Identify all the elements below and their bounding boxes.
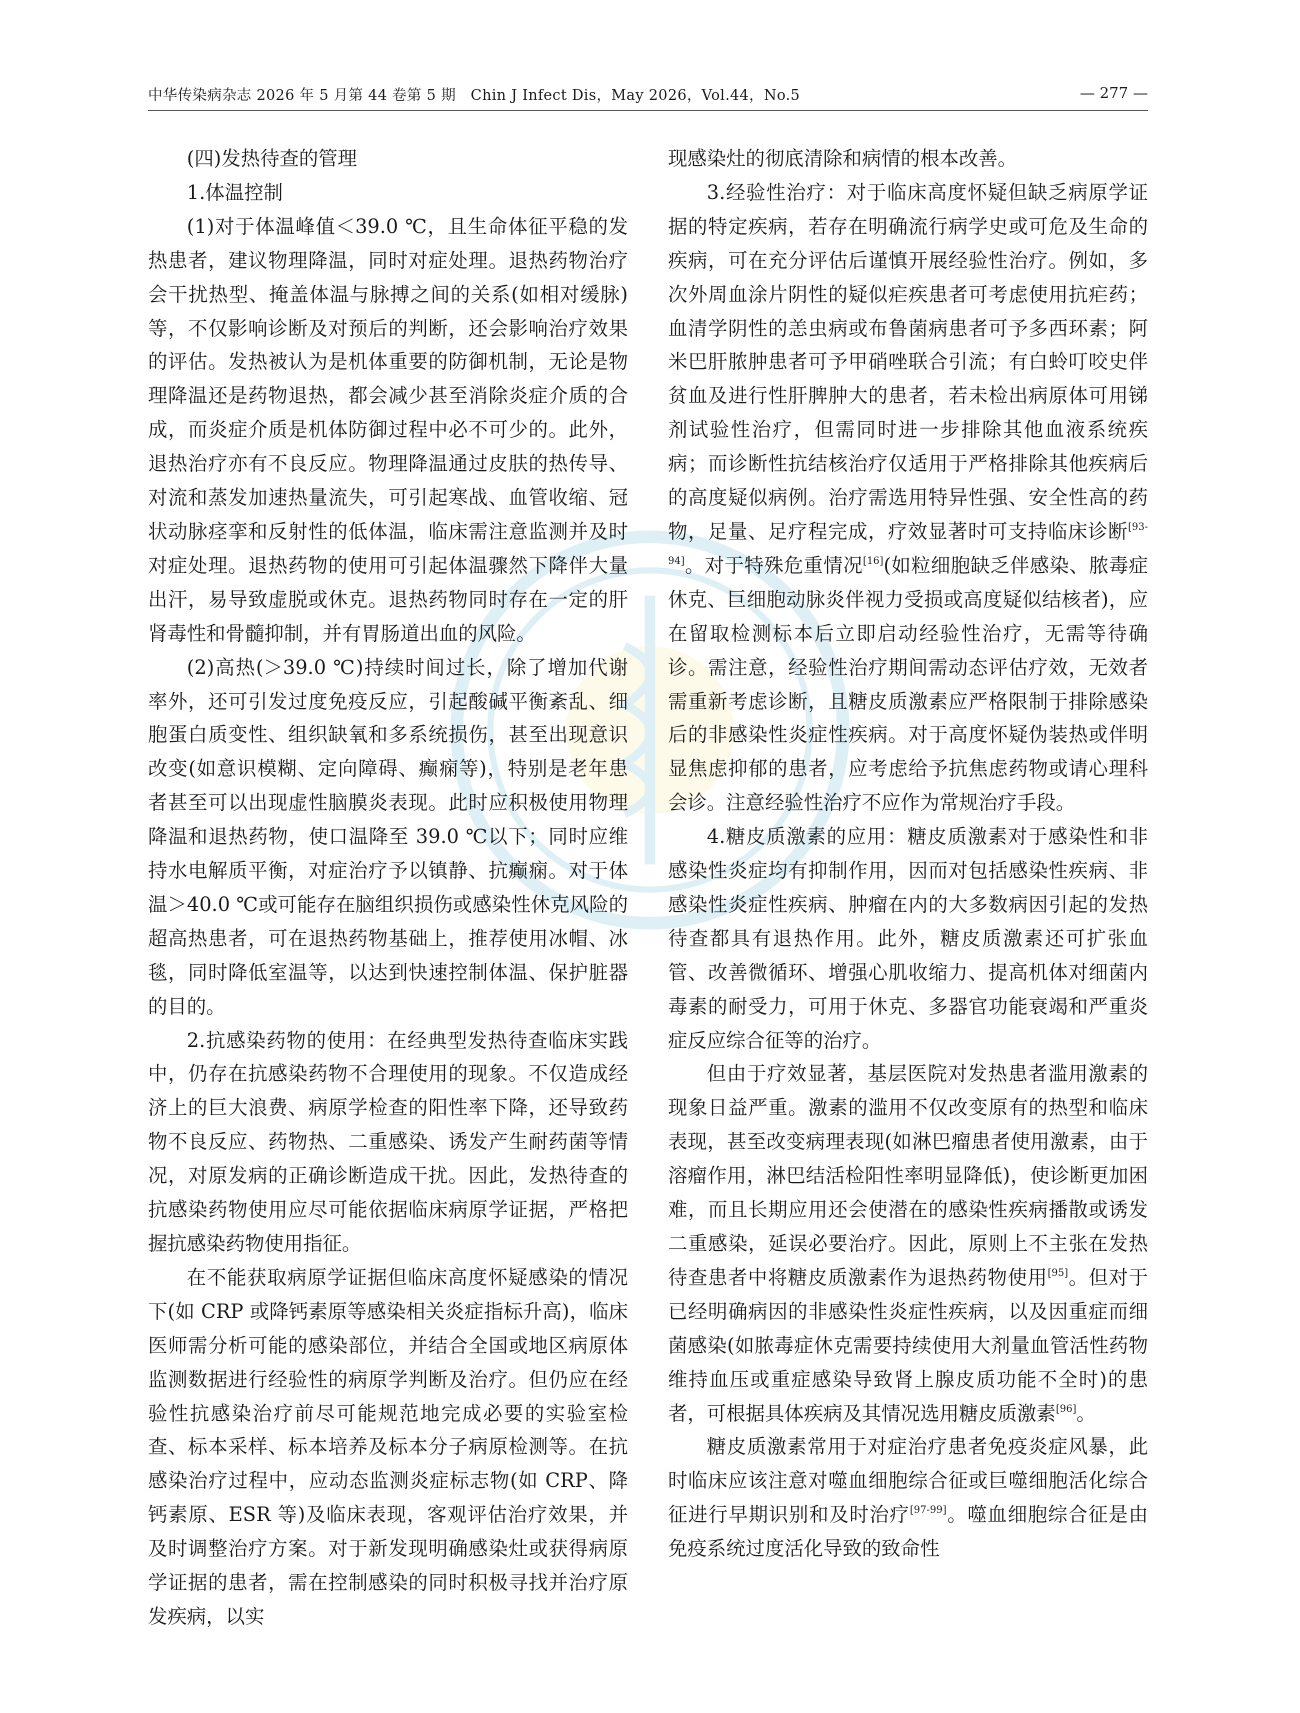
citation-ref: [93-94]	[668, 521, 1148, 567]
journal-citation-line: 中华传染病杂志 2026 年 5 月第 44 卷第 5 期 Chin J Infect Dis，May 2026，Vol.44，No.5	[148, 88, 801, 104]
paragraph: 在不能获取病原学证据但临床高度怀疑感染的情况下(如 CRP 或降钙素原等感染相关炎症指标升高)，临床医师需分析可能的感染部位，并结合全国或地区病原体监测数据进行经验性的病原学判断及治疗。但仍应在经验性抗感染治疗前尽可能规范地完成必要的实验室检查、标本采样、标本培养及标本分子病原检测等。在抗感染治疗过程中，应动态监测炎症标志物(如 CRP、降钙素原、ESR 等)及临床表现，客观评估治疗效果，并及时调整治疗方案。对于新发现明确感染灶或获得病原学证据的患者，需在控制感染的同时积极寻找并治疗原发疾病，以实	[148, 1265, 628, 1628]
paragraph: 2.抗感染药物的使用：在经典型发热待查临床实践中，仍存在抗感染药物不合理使用的现象。不仅造成经济上的巨大浪费、病原学检查的阳性率下降，还导致药物不良反应、药物热、二重感染、诱发产生耐药菌等情况，对原发病的正确诊断造成干扰。因此，发热待查的抗感染药物使用应尽可能依据临床病原学证据，严格把握抗感染药物使用指征。	[148, 1028, 628, 1255]
citation-ref: [97-99]	[909, 1505, 947, 1517]
section-heading: (四)发热待查的管理	[186, 147, 358, 170]
paragraph: (2)高热(＞39.0 ℃)持续时间过长，除了增加代谢率外，还可引发过度免疫反应，引起酸碱平衡紊乱、细胞蛋白质变性、组织缺氧和多系统损伤，甚至出现意识改变(如意识模糊、定向障碍、癫痫等)，特别是老年患者甚至可以出现虚性脑膜炎表现。此时应积极使用物理降温和退热药物，使口温降至 39.0 ℃以下；同时应维持水电解质平衡，对症治疗予以镇静、抗癫痫。对于体温＞40.0 ℃或可能存在脑组织损伤或感染性休克风险的超高热患者，可在退热药物基础上，推荐使用冰帽、冰毯，同时降低室温等，以达到快速控制体温、保护脏器的目的。	[148, 655, 628, 1018]
paragraph: 4.糖皮质激素的应用：糖皮质激素对于感染性和非感染性炎症均有抑制作用，因而对包括感染性疾病、非感染性炎症性疾病、肿瘤在内的大多数病因引起的发热待查都具有退热作用。此外，糖皮质激素还可扩张血管、改善微循环、增强心肌收缩力、提高机体对细菌内毒素的耐受力，可用于休克、多器官功能衰竭和严重炎症反应综合征等的治疗。	[668, 825, 1148, 1052]
citation-ref: [95]	[1047, 1267, 1069, 1279]
paragraph: (1)对于体温峰值＜39.0 ℃，且生命体征平稳的发热患者，建议物理降温，同时对症处理。退热药物治疗会干扰热型、掩盖体温与脉搏之间的关系(如相对缓脉)等，不仅影响诊断及对预后的判断，还会影响治疗效果的评估。发热被认为是机体重要的防御机制，无论是物理降温还是药物退热，都会减少甚至消除炎症介质的合成，而炎症介质是机体防御过程中必不可少的。此外，退热治疗亦有不良反应。物理降温通过皮肤的热传导、对流和蒸发加速热量流失，可引起寒战、血管收缩、冠状动脉痉挛和反射性的低体温，临床需注意监测并及时对症处理。退热药物的使用可引起体温骤然下降伴大量出汗，易导致虚脱或休克。退热药物同时存在一定的肝肾毒性和骨髓抑制，并有胃肠道出血的风险。	[148, 214, 628, 645]
paragraph: 糖皮质激素常用于对症治疗患者免疫炎症风暴，此时临床应该注意对噬血细胞综合征或巨噬细胞活化综合征进行早期识别和及时治疗[97-99]。噬血细胞综合征是由免疫系统过度活化导致的致命性	[668, 1435, 1149, 1561]
running-header	[148, 84, 1148, 110]
left-column	[148, 142, 628, 1634]
paragraph: 但由于疗效显著，基层医院对发热患者滥用激素的现象日益严重。激素的滥用不仅改变原有的热型和临床表现，甚至改变病理表现(如淋巴瘤患者使用激素，由于溶瘤作用，淋巴结活检阳性率明显降低)，使诊断更加困难，而且长期应用还会使潜在的感染性疾病播散或诱发二重感染，延误必要治疗。因此，原则上不主张在发热待查患者中将糖皮质激素作为退热药物使用[95]。但对于已经明确病因的非感染性炎症性疾病，以及因重症而细菌感染(如脓毒症休克需要持续使用大剂量血管活性药物维持血压或重症感染导致肾上腺皮质功能不全时)的患者，可根据具体疾病及其情况选用糖皮质激素[96]。	[668, 1062, 1149, 1425]
subsection-heading: 1.体温控制	[186, 180, 283, 204]
page-number: — 277 —	[1079, 84, 1148, 102]
paragraph: 3.经验性治疗：对于临床高度怀疑但缺乏病原学证据的特定疾病，若存在明确流行病学史或可危及生命的疾病，可在充分评估后谨慎开展经验性治疗。例如，多次外周血涂片阴性的疑似疟疾患者可考虑使用抗疟药；血清学阴性的恙虫病或布鲁菌病患者可予多西环素；阿米巴肝脓肿患者可予甲硝唑联合引流；有白蛉叮咬史伴贫血及进行性肝脾肿大的患者，若未检出病原体可用锑剂试验性治疗，但需同时进一步排除其他血液系统疾病；而诊断性抗结核治疗仅适用于严格排除其他疾病后的高度疑似病例。治疗需选用特异性强、安全性高的药物，足量、足疗程完成，疗效显著时可支持临床诊断[93-94]。对于特殊危重情况[16](如粒细胞缺乏伴感染、脓毒症休克、巨细胞动脉炎伴视力受损或高度疑似结核者)，应在留取检测标本后立即启动经验性治疗，无需等待确诊。需注意，经验性治疗期间需动态评估疗效，无效者需重新考虑诊断，且糖皮质激素应严格限制于排除感染后的非感染性炎症性疾病。对于高度怀疑伪装热或伴明显焦虑抑郁的患者，应考虑给予抗焦虑药物或请心理科会诊。注意经验性治疗不应作为常规治疗手段。	[668, 180, 1148, 815]
citation-ref: [16]	[862, 555, 884, 567]
header-rule	[148, 110, 1148, 111]
right-column	[668, 142, 1148, 1566]
paragraph-continuation: 现感染灶的彻底清除和病情的根本改善。	[668, 147, 1018, 170]
citation-ref: [96]	[1055, 1403, 1077, 1415]
